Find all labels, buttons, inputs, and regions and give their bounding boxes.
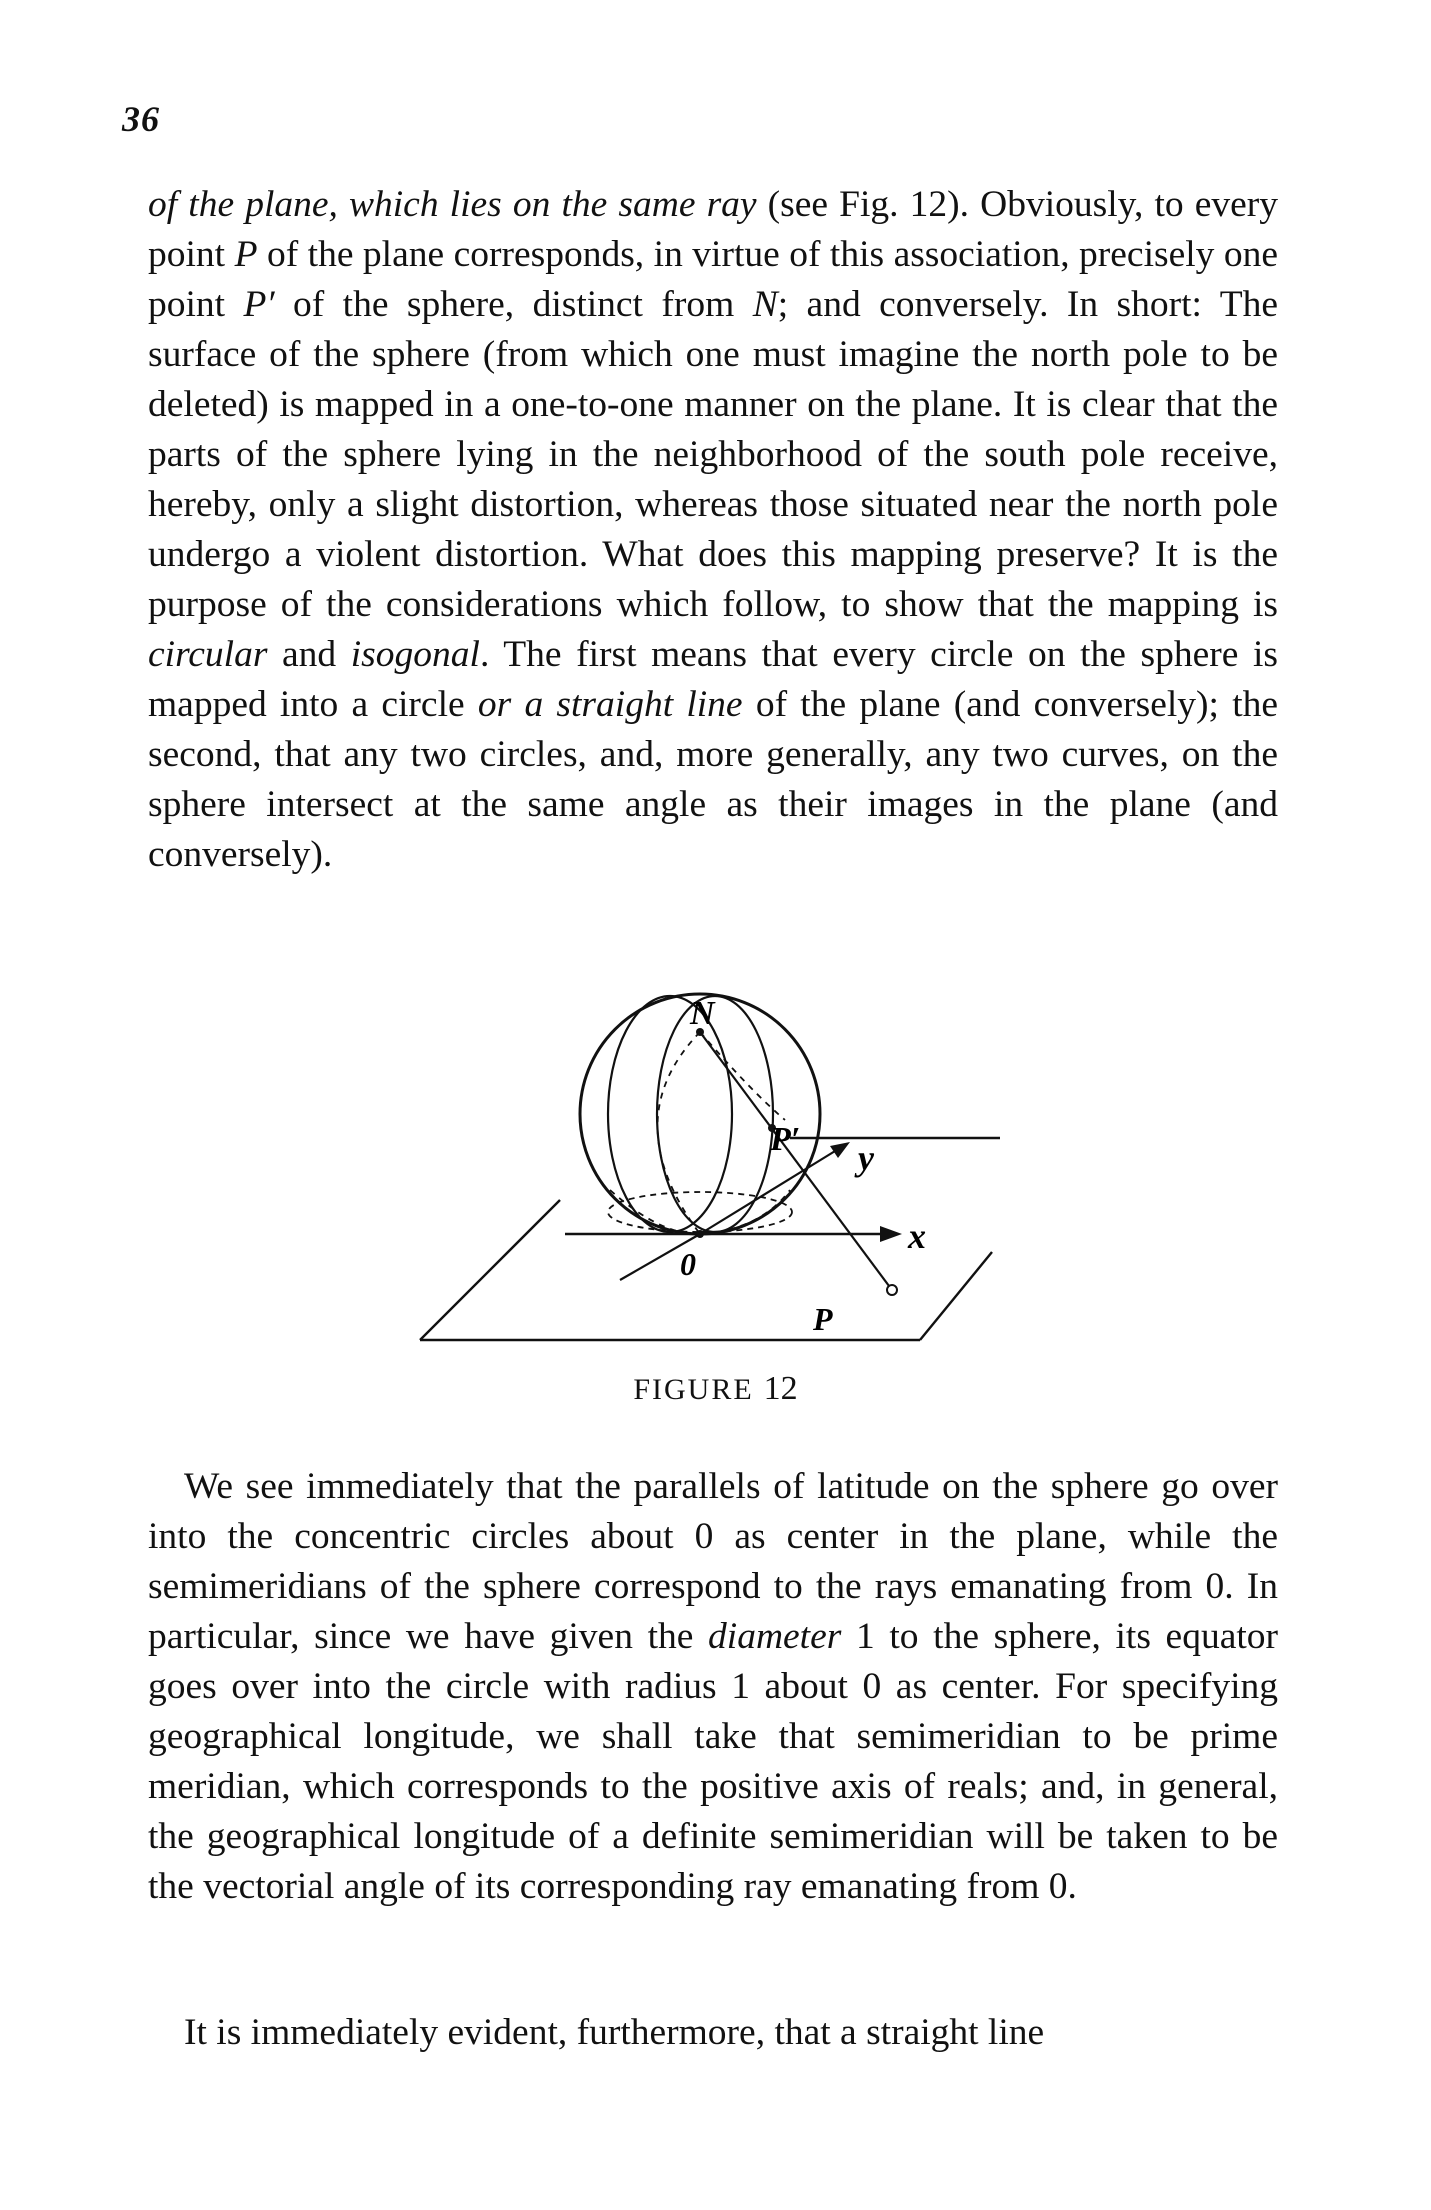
label-n: N [690,995,715,1032]
text-segment: 1 to the sphere, its equator goes over into the circle with radius 1 about 0 as center. For specifying geographical longitude, we shall take that semimeridian to be prime meridian, which corresponds to the positive axis of reals; and, in general, the geographical longitude of a definite semimeridian will be taken to be the vectorial angle of its corresponding ray emanating from 0. [148,1616,1278,1907]
text-segment: . The first means that every circle on the sphere is mapped into a circle [148,634,1278,725]
y-axis-arrowhead [830,1142,850,1158]
text-segment: of the plane (and conversely); the second, that any two circles, and, more generally, any two curves, on the sphere intersect at the same angle as their images in the plane (and conversely). [148,684,1279,875]
text-segment: of the plane corresponds, in virtue of this association, precisely one point [148,234,1278,325]
label-y: y [858,1138,874,1178]
caption-word: FIGURE [633,1373,754,1406]
text-segment: ; and conversely. In short: The surface of the sphere (from which one must imagine the north pole to be deleted) is mapped in a one-to-one manner on the plane. It is clear that the parts of the sphere lying in the neighborhood of the south pole receive, hereby, only a slight distortion, whereas those situated near the north pole undergo a violent distortion. What does this mapping preserve? It is the purpose of the considerations which follow, to show that the mapping is [148,284,1278,625]
text-segment: (see Fig. 12). Obviously, to every point [148,184,1278,275]
italic-text-segment: isogonal [350,634,480,675]
italic-text-segment: P′ [243,284,275,325]
paragraph-2 [148,1462,1278,1912]
plane-edge-left [420,1200,560,1340]
italic-text-segment: circular [148,634,268,675]
italic-text-segment: diameter [708,1616,842,1657]
figure-12-diagram [410,990,1020,1350]
x-axis-arrowhead [880,1226,902,1242]
italic-text-segment: of the plane, which lies on the same ray [148,184,757,225]
paragraph-3 [148,2008,1278,2058]
point-p [887,1285,897,1295]
italic-text-segment: P [234,234,258,275]
label-p: P [813,1301,833,1337]
text-segment: and [267,634,351,675]
text-segment: It is immediately evident, furthermore, that a straight line [184,2012,1045,2053]
italic-text-segment: N [752,284,778,325]
text-segment: We see immediately that the parallels of latitude on the sphere go over into the concentric circles about 0 as center in the plane, while the semimeridians of the sphere correspond to the rays emanating from 0. In particular, since we have given the [148,1466,1278,1657]
label-p-prime: P′ [770,1121,801,1158]
paragraph-1 [148,180,1278,880]
caption-number: 12 [763,1370,798,1407]
text-segment: of the sphere, distinct from [274,284,753,325]
page-number: 36 [122,99,160,139]
plane-edge-right [920,1252,992,1340]
origin-point [696,1230,704,1238]
label-x: x [908,1216,926,1256]
label-o: 0 [680,1246,696,1282]
sphere-dashed-curve-left [658,1032,701,1234]
figure-caption [0,1370,1431,1408]
italic-text-segment: or a straight line [477,684,743,725]
